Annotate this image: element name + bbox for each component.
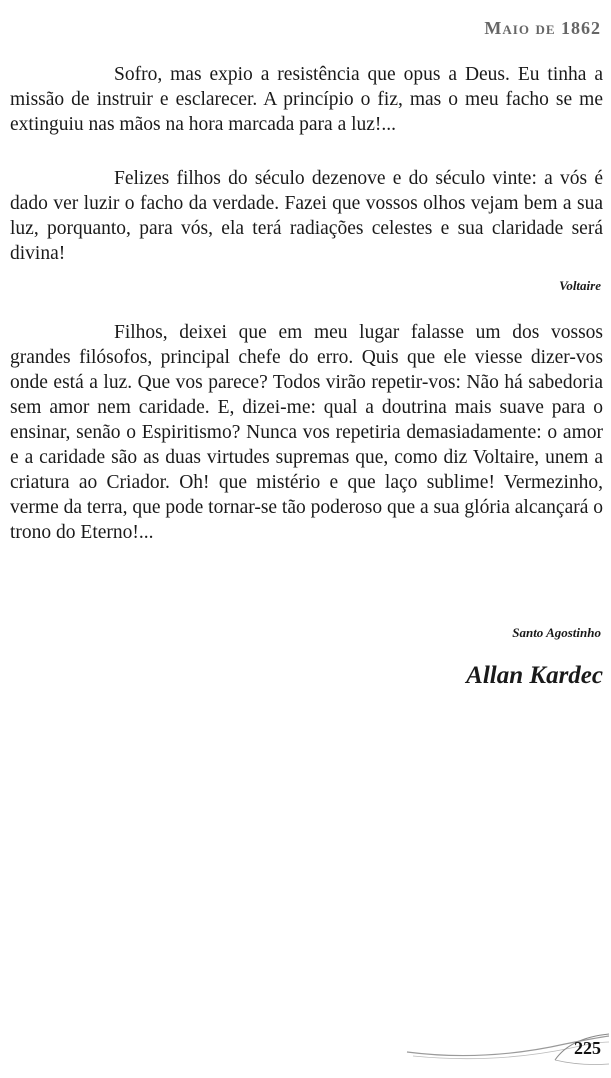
- paragraph-1: Sofro, mas expio a resistência que opus a Deus. Eu tinha a missão de instruir e esclarecer. A princípio o fiz, mas o meu facho se me extinguiu nas mãos na hora marcada para a luz!...: [10, 64, 603, 135]
- author-name: Allan Kardec: [466, 662, 603, 689]
- paragraph-2: Felizes filhos do século dezenove e do século vinte: a vós é dado ver luzir o facho da verdade. Fazei que vossos olhos vejam bem a sua luz, porquanto, para vós, ela terá radiações celestes e sua claridade será divina!: [10, 168, 603, 264]
- running-header: Maio de 1862: [484, 18, 601, 38]
- page-number: 225: [574, 1038, 601, 1058]
- paragraph-3: Filhos, deixei que em meu lugar falasse um dos vossos grandes filósofos, principal chefe do erro. Quis que ele viesse dizer-vos onde está a luz. Que vos parece? Todos virão repetir-vos: Não há sabedoria sem amor nem caridade. E, dizei-me: qual a doutrina mais suave para o ensinar, senão o Espiritismo? Nunca vos repetiria demasiadamente: o amor e a caridade são as duas virtudes supremas que, como diz Voltaire, unem a criatura ao Criador. Oh! que mistério e que laço sublime! Vermezinho, verme da terra, que pode tornar-se tão poderoso que a sua glória alcançará o trono do Eterno!...: [10, 322, 603, 543]
- signature-santo-agostinho: Santo Agostinho: [512, 625, 601, 640]
- signature-voltaire: Voltaire: [559, 278, 601, 293]
